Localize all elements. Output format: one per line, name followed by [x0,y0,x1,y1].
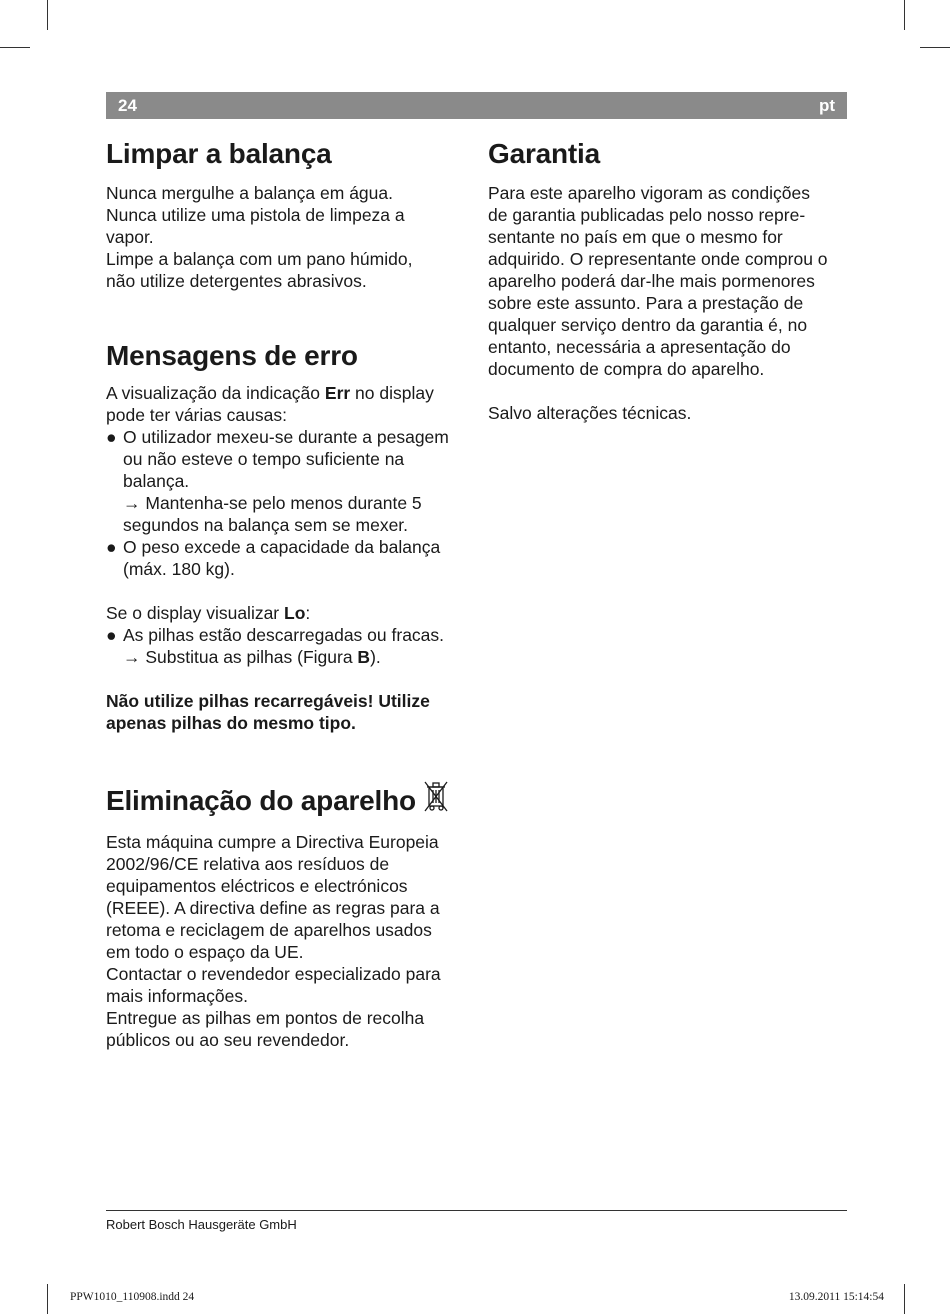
text-line: de garantia publicadas pelo nosso repre- [488,205,806,225]
slug-file-info: PPW1010_110908.indd 24 [70,1291,195,1303]
text-line: retoma e reciclagem de aparelhos usados [106,920,432,940]
crop-mark [904,0,905,30]
text-line: mais informações. [106,986,248,1006]
errors-intro: A visualização da indicação Err no display [106,383,434,403]
crop-mark [904,1284,905,1314]
right-column [488,136,850,424]
page-header-bar [106,92,847,119]
text-line: vapor. [106,227,154,247]
cleaning-text [106,182,471,292]
text-line: equipamentos eléctricos e electrónicos [106,876,408,896]
text-line: Nunca mergulhe a balança em água. [106,183,393,203]
section-title-cleaning: Limpar a balança [106,138,332,169]
text-line: 2002/96/CE relativa aos resíduos de [106,854,390,874]
list-item: ● As pilhas estão descarregadas ou fracas. → Substitua as pilhas (Figura B). [106,625,445,667]
text-line: Entregue as pilhas em pontos de recolha [106,1008,425,1028]
left-column [106,136,471,1051]
list-item: ● O peso excede a capacidade da balança (máx. 180 kg). [106,537,441,579]
text-line: Limpe a balança com um pano húmido, [106,249,413,269]
text-line: em todo o espaço da UE. [106,942,304,962]
disposal-text [106,831,471,1051]
text-line: aparelho poderá dar-lhe mais pormenores [488,271,815,291]
text-line: sobre este assunto. Para a prestação de [488,293,804,313]
errors-intro-2: pode ter várias causas: [106,405,287,425]
text-line: não utilize detergentes abrasivos. [106,271,367,291]
technical-changes-note: Salvo alterações técnicas. [488,403,692,423]
crop-mark [0,47,30,48]
section-title-errors: Mensagens de erro [106,340,358,371]
slug-timestamp: 13.09.2011 15:14:54 [788,1291,884,1303]
crop-mark [47,1284,48,1314]
text-line: Contactar o revendedor especializado para [106,964,441,984]
text-line: Nunca utilize uma pistola de limpeza a [106,205,405,225]
text-line: Esta máquina cumpre a Directiva Europeia [106,832,439,852]
warranty-text [488,182,850,380]
text-line: adquirido. O representante onde comprou o [488,249,828,269]
crossed-out-bin-icon [422,778,450,823]
text-line: documento de compra do aparelho. [488,359,765,379]
text-line: entanto, necessária a apresentação do [488,337,791,357]
section-title-warranty: Garantia [488,138,600,169]
language-code: pt [818,96,835,115]
footer-company: Robert Bosch Hausgeräte GmbH [106,1217,297,1232]
list-item: ● O utilizador mexeu-se durante a pesagem ou não esteve o tempo suficiente na balança. → Mantenha-se pelo menos durante 5 segundos na balança sem se mexer. [106,427,449,535]
lo-intro: Se o display visualizar Lo: [106,603,311,623]
warning-line: apenas pilhas do mesmo tipo. [106,713,356,733]
text-line: qualquer serviço dentro da garantia é, no [488,315,808,335]
text-line: públicos ou ao seu revendedor. [106,1030,350,1050]
text-line: sentante no país em que o mesmo for [488,227,783,247]
crop-mark [920,47,950,48]
footer-rule [106,1210,847,1211]
bullet: ● [106,537,117,557]
bullet: ● [106,427,117,447]
page-number: 24 [118,96,137,115]
bullet: ● [106,625,117,645]
section-title-disposal: Eliminação do aparelho [106,778,471,823]
text-line: Para este aparelho vigoram as condições [488,183,810,203]
text-line: (REEE). A directiva define as regras para a [106,898,440,918]
warning-line: Não utilize pilhas recarregáveis! Utilize [106,691,430,711]
crop-mark [47,0,48,30]
